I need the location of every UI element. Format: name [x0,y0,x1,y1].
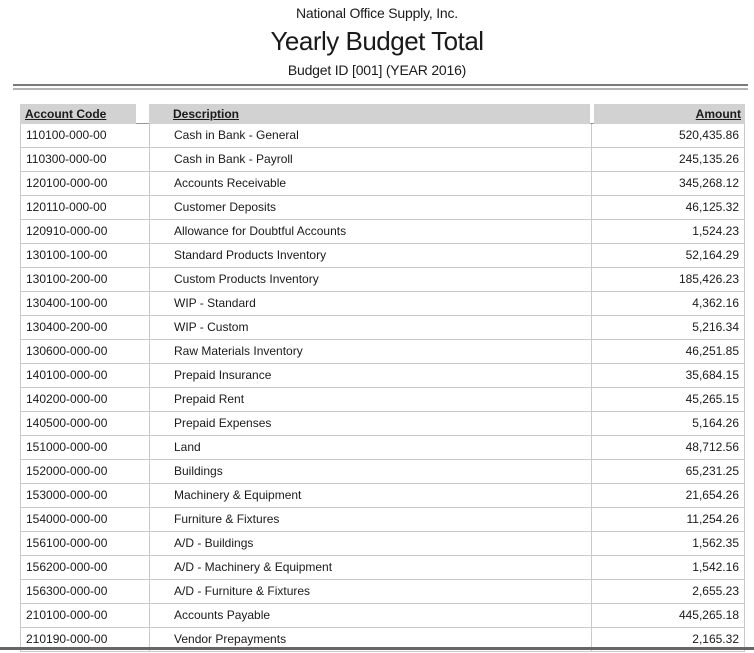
cell-account-code: 120110-000-00 [21,196,150,219]
cell-account-code: 210100-000-00 [21,604,150,627]
table-row [20,268,745,292]
report-subtitle: Budget ID [001] (YEAR 2016) [287,62,467,78]
cell-description: Standard Products Inventory [150,244,592,267]
cell-amount: 46,125.32 [685,200,739,214]
cell-description: Furniture & Fixtures [150,508,592,531]
table-row [20,580,745,604]
cell-description: Prepaid Insurance [150,364,592,387]
cell-account-code: 120100-000-00 [21,172,150,195]
cell-amount: 52,164.29 [685,248,739,262]
cell-description: Accounts Payable [150,604,592,627]
cell-amount: 5,164.26 [692,416,739,430]
cell-account-code: 156200-000-00 [21,556,150,579]
cell-amount: 245,135.26 [678,152,739,166]
cell-amount: 35,684.15 [685,368,739,382]
cell-description: Land [150,436,592,459]
cell-amount: 5,216.34 [692,320,739,334]
cell-description: Raw Materials Inventory [150,340,592,363]
cell-description: Customer Deposits [150,196,592,219]
cell-amount: 21,654.26 [685,488,739,502]
col-header-description-label: Description [173,107,240,121]
cell-amount: 345,268.12 [678,176,739,190]
col-header-description [149,104,590,124]
cell-description: A/D - Machinery & Equipment [150,556,592,579]
budget-table [20,104,745,652]
table-row [20,292,745,316]
table-row [20,340,745,364]
cell-description: Vendor Prepayments [150,628,592,651]
cell-account-code: 156100-000-00 [21,532,150,555]
cell-account-code: 152000-000-00 [21,460,150,483]
table-row [20,508,745,532]
cell-amount: 48,712.56 [685,440,739,454]
cell-account-code: 153000-000-00 [21,484,150,507]
cell-account-code: 130600-000-00 [21,340,150,363]
cell-description: A/D - Buildings [150,532,592,555]
table-body [20,124,745,652]
cell-account-code: 120910-000-00 [21,220,150,243]
cell-account-code: 154000-000-00 [21,508,150,531]
table-row [20,196,745,220]
header-divider-top [13,84,748,86]
col-header-amount-label: Amount [695,107,741,121]
report-title: Yearly Budget Total [270,26,484,56]
cell-amount: 45,265.15 [685,392,739,406]
table-row [20,172,745,196]
cell-amount: 2,655.23 [692,584,739,598]
cell-description: WIP - Custom [150,316,592,339]
cell-description: Allowance for Doubtful Accounts [150,220,592,243]
cell-account-code: 130100-200-00 [21,268,150,291]
table-row [20,556,745,580]
table-row [20,244,745,268]
cell-account-code: 151000-000-00 [21,436,150,459]
cell-description: Prepaid Rent [150,388,592,411]
col-header-account-code [20,104,136,124]
cell-amount: 520,435.86 [678,128,739,142]
table-row [20,364,745,388]
cell-amount: 1,542.16 [692,560,739,574]
cell-account-code: 130100-100-00 [21,244,150,267]
table-row [20,484,745,508]
cell-amount: 11,254.26 [686,512,739,526]
table-row [20,412,745,436]
cell-description: Custom Products Inventory [150,268,592,291]
table-row [20,604,745,628]
cell-account-code: 110300-000-00 [21,148,150,171]
page-bottom-edge [0,647,754,650]
cell-account-code: 156300-000-00 [21,580,150,603]
cell-account-code: 210190-000-00 [21,628,150,651]
cell-description: WIP - Standard [150,292,592,315]
table-row [20,436,745,460]
table-row [20,388,745,412]
cell-description: Cash in Bank - Payroll [150,148,592,171]
cell-amount: 2,165.32 [692,632,739,646]
cell-description: Machinery & Equipment [150,484,592,507]
cell-amount: 4,362.16 [692,296,739,310]
cell-amount: 1,524.23 [692,224,739,238]
cell-account-code: 140100-000-00 [21,364,150,387]
header-divider-bottom [13,88,748,90]
table-row [20,148,745,172]
cell-description: A/D - Furniture & Fixtures [150,580,592,603]
col-header-amount [594,104,745,124]
cell-account-code: 110100-000-00 [21,124,150,147]
cell-amount: 46,251.85 [685,344,739,358]
cell-amount: 1,562.35 [692,536,739,550]
table-row [20,460,745,484]
cell-account-code: 130400-100-00 [21,292,150,315]
company-name: National Office Supply, Inc. [296,5,458,21]
cell-amount: 445,265.18 [678,608,739,622]
table-header-row [20,104,745,124]
cell-amount: 65,231.25 [685,464,739,478]
cell-amount: 185,426.23 [678,272,739,286]
cell-description: Prepaid Expenses [150,412,592,435]
cell-description: Cash in Bank - General [150,124,592,147]
col-header-account-code-label: Account Code [25,107,107,121]
table-row [20,124,745,148]
cell-account-code: 130400-200-00 [21,316,150,339]
cell-account-code: 140500-000-00 [21,412,150,435]
cell-description: Accounts Receivable [150,172,592,195]
table-row [20,220,745,244]
table-row [20,316,745,340]
cell-description: Buildings [150,460,592,483]
table-row [20,532,745,556]
cell-account-code: 140200-000-00 [21,388,150,411]
